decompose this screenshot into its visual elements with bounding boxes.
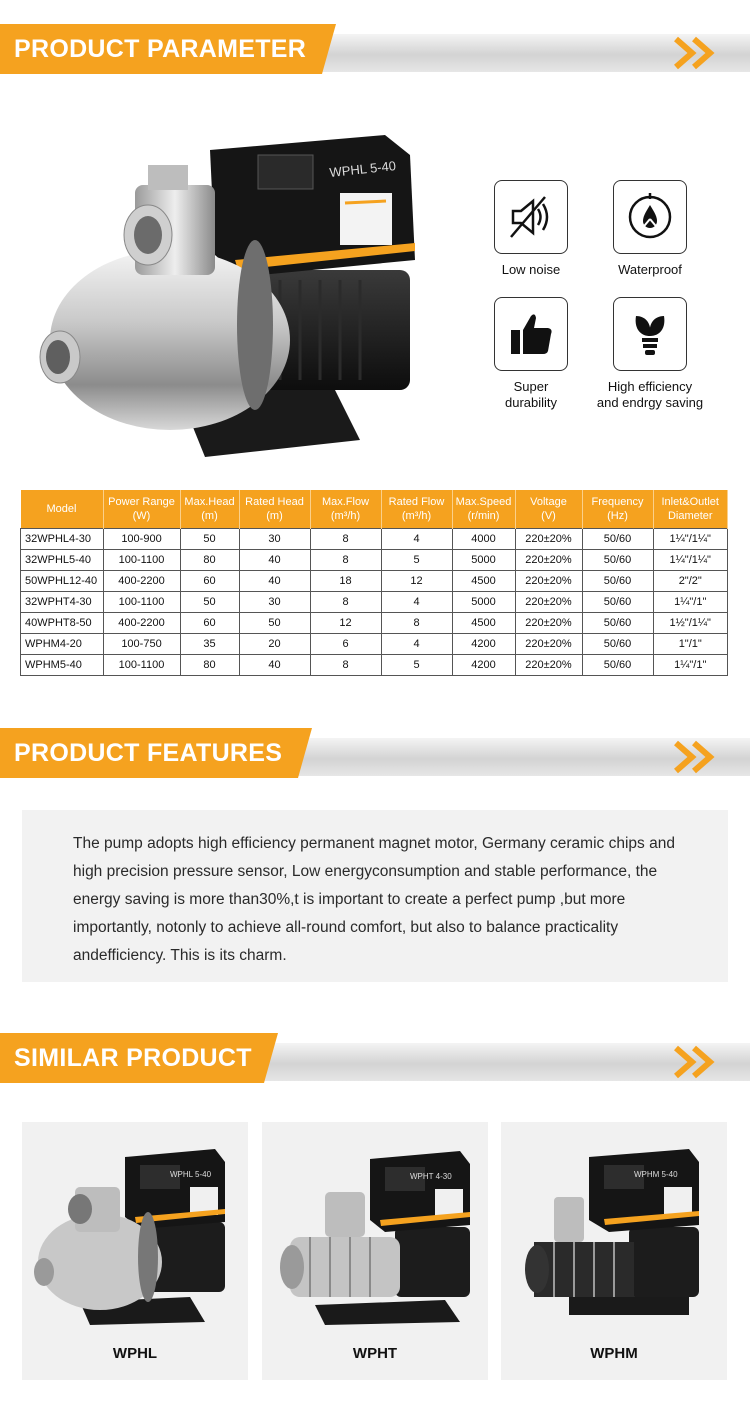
- table-cell: 6: [310, 634, 381, 655]
- table-cell: 50/60: [582, 571, 653, 592]
- similar-product-banner: [0, 1033, 750, 1085]
- feature-icon-box: [494, 297, 568, 371]
- table-cell: 60: [180, 571, 239, 592]
- table-cell: 4: [381, 529, 452, 550]
- table-cell: 40: [239, 571, 310, 592]
- col-header-max-head: Max.Head (m): [180, 490, 239, 529]
- panel-model-label: WPHL 5-40: [170, 1170, 212, 1179]
- panel-model-label: WPHT 4-30: [410, 1172, 452, 1181]
- col-header-max-speed: Max.Speed (r/min): [452, 490, 515, 529]
- table-cell: 1¼"/1¼": [653, 550, 728, 571]
- table-row: [21, 655, 728, 676]
- table-cell: 18: [310, 571, 381, 592]
- feature-icon-box: [613, 297, 687, 371]
- table-cell: 50: [180, 592, 239, 613]
- table-cell: WPHM5-40: [21, 655, 104, 676]
- table-cell: 35: [180, 634, 239, 655]
- table-cell: 100-750: [103, 634, 180, 655]
- panel-model-label: WPHM 5-40: [634, 1170, 678, 1179]
- feature-icon-box: [494, 180, 568, 254]
- table-cell: 4: [381, 634, 452, 655]
- pump-product-image: [509, 1137, 719, 1327]
- table-cell: 4500: [452, 571, 515, 592]
- double-chevron-icon: [672, 1044, 728, 1080]
- table-cell: 30: [239, 529, 310, 550]
- table-cell: 220±20%: [515, 592, 582, 613]
- feature-description-text: The pump adopts high efficiency permanent magnet motor, Germany ceramic chips and high precision pressure sensor, Low energyconsumption and stable performance, the energy saving is more than30%,t is important to create a perfect pump ,but more importantly, notonly to achieve all-round comfort, but also to balance practicality andefficiency. This is its charm.: [73, 835, 675, 964]
- thumbs-up-icon: [503, 306, 559, 362]
- col-header-voltage: Voltage (V): [515, 490, 582, 529]
- table-cell: 32WPHL4-30: [21, 529, 104, 550]
- table-cell: 50/60: [582, 529, 653, 550]
- similar-product-card-wphm[interactable]: [501, 1122, 727, 1380]
- table-cell: 5000: [452, 592, 515, 613]
- col-header-max-flow: Max.Flow (m³/h): [310, 490, 381, 529]
- table-cell: 40WPHT8-50: [21, 613, 104, 634]
- table-cell: 50/60: [582, 592, 653, 613]
- table-cell: 400-2200: [103, 613, 180, 634]
- table-cell: 40: [239, 550, 310, 571]
- table-cell: 50/60: [582, 613, 653, 634]
- table-row: [21, 550, 728, 571]
- table-cell: 5: [381, 550, 452, 571]
- table-cell: 50WPHL12-40: [21, 571, 104, 592]
- col-header-model: Model: [21, 490, 104, 529]
- table-header-row: [21, 490, 728, 529]
- table-cell: 5: [381, 655, 452, 676]
- table-cell: 100-1100: [103, 592, 180, 613]
- table-cell: 20: [239, 634, 310, 655]
- table-cell: 100-900: [103, 529, 180, 550]
- table-cell: 1¼"/1": [653, 592, 728, 613]
- table-cell: 8: [381, 613, 452, 634]
- feature-label: Low noise: [501, 262, 561, 277]
- section-title: PRODUCT PARAMETER: [14, 35, 307, 63]
- table-cell: 4200: [452, 655, 515, 676]
- section-title: PRODUCT FEATURES: [14, 739, 283, 767]
- table-cell: 4: [381, 592, 452, 613]
- feature-label: High efficiency and endrgy saving: [596, 379, 704, 410]
- table-cell: 4200: [452, 634, 515, 655]
- table-cell: 220±20%: [515, 613, 582, 634]
- feature-low-noise: [466, 180, 596, 278]
- table-cell: 50: [239, 613, 310, 634]
- product-features-banner: [0, 728, 750, 780]
- double-chevron-icon: [672, 35, 728, 71]
- table-cell: 80: [180, 550, 239, 571]
- table-cell: 1"/1": [653, 634, 728, 655]
- feature-super-durability: [466, 297, 596, 411]
- table-cell: 400-2200: [103, 571, 180, 592]
- table-cell: 4000: [452, 529, 515, 550]
- table-cell: WPHM4-20: [21, 634, 104, 655]
- table-cell: 100-1100: [103, 550, 180, 571]
- table-row: [21, 592, 728, 613]
- table-cell: 8: [310, 592, 381, 613]
- table-cell: 1½"/1¼": [653, 613, 728, 634]
- similar-product-card-wpht[interactable]: [262, 1122, 488, 1380]
- table-row: [21, 571, 728, 592]
- table-cell: 8: [310, 550, 381, 571]
- table-cell: 220±20%: [515, 550, 582, 571]
- table-cell: 4500: [452, 613, 515, 634]
- table-cell: 8: [310, 655, 381, 676]
- table-cell: 2"/2": [653, 571, 728, 592]
- pump-product-image: [30, 95, 430, 470]
- table-cell: 12: [310, 613, 381, 634]
- table-cell: 100-1100: [103, 655, 180, 676]
- pump-product-image: [30, 1137, 240, 1327]
- col-header-power-range: Power Range (W): [103, 490, 180, 529]
- col-header-frequency: Frequency (Hz): [582, 490, 653, 529]
- table-cell: 80: [180, 655, 239, 676]
- col-header-rated-head: Rated Head (m): [239, 490, 310, 529]
- double-chevron-icon: [672, 739, 728, 775]
- table-cell: 30: [239, 592, 310, 613]
- col-header-rated-flow: Rated Flow (m³/h): [381, 490, 452, 529]
- table-cell: 60: [180, 613, 239, 634]
- table-cell: 40: [239, 655, 310, 676]
- pump-product-image: [270, 1137, 480, 1327]
- similar-product-name: WPHL: [112, 1345, 158, 1362]
- leaf-bulb-icon: [622, 306, 678, 362]
- col-header-diameter: Inlet&Outlet Diameter: [653, 490, 728, 529]
- feature-high-efficiency: [585, 297, 715, 411]
- table-row: [21, 529, 728, 550]
- table-row: [21, 634, 728, 655]
- similar-product-name: WPHM: [590, 1345, 638, 1362]
- speaker-mute-icon: [503, 189, 559, 245]
- table-cell: 32WPHL5-40: [21, 550, 104, 571]
- table-cell: 50/60: [582, 550, 653, 571]
- feature-description-panel: [22, 810, 728, 982]
- table-cell: 220±20%: [515, 655, 582, 676]
- table-cell: 5000: [452, 550, 515, 571]
- feature-waterproof: [585, 180, 715, 278]
- table-cell: 50/60: [582, 655, 653, 676]
- table-cell: 8: [310, 529, 381, 550]
- product-parameter-banner: [0, 24, 750, 76]
- water-drop-icon: [622, 189, 678, 245]
- table-row: [21, 613, 728, 634]
- table-cell: 32WPHT4-30: [21, 592, 104, 613]
- feature-label: Super durability: [504, 379, 558, 410]
- table-cell: 220±20%: [515, 529, 582, 550]
- table-cell: 50: [180, 529, 239, 550]
- parameter-table: [20, 490, 728, 676]
- panel-model-label: WPHL 5-40: [328, 158, 397, 180]
- similar-product-card-wphl[interactable]: [22, 1122, 248, 1380]
- table-cell: 12: [381, 571, 452, 592]
- table-cell: 220±20%: [515, 634, 582, 655]
- table-cell: 50/60: [582, 634, 653, 655]
- section-title: SIMILAR PRODUCT: [14, 1044, 252, 1072]
- table-cell: 1¼"/1¼": [653, 529, 728, 550]
- table-cell: 220±20%: [515, 571, 582, 592]
- table-cell: 1¼"/1": [653, 655, 728, 676]
- similar-product-name: WPHT: [352, 1345, 398, 1362]
- feature-label: Waterproof: [618, 262, 682, 277]
- feature-icon-box: [613, 180, 687, 254]
